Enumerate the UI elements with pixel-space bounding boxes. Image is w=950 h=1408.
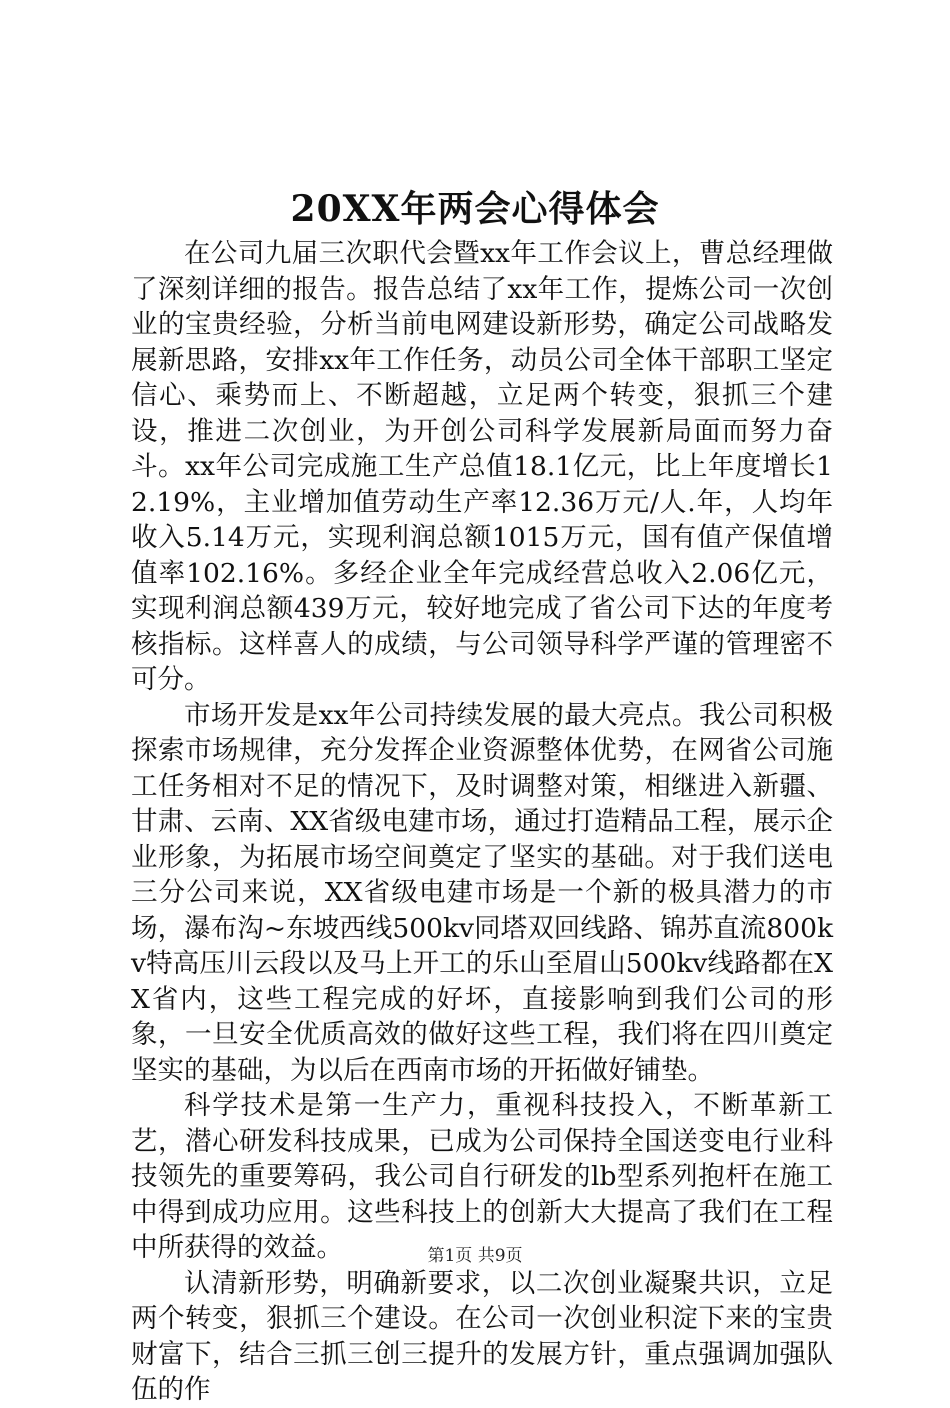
document-body	[131, 236, 833, 1408]
paragraph: 在公司九届三次职代会暨xx年工作会议上，曹总经理做了深刻详细的报告。报告总结了xx年工作，提炼公司一次创业的宝贵经验，分析当前电网建设新形势，确定公司战略发展新思路，安排xx年工作任务，动员公司全体干部职工坚定信心、乘势而上、不断超越，立足两个转变，狠抓三个建设，推进二次创业，为开创公司科学发展新局面而努力奋斗。xx年公司完成施工生产总值18.1亿元，比上年度增长12.19%，主业增加值劳动生产率12.36万元/人.年，人均年收入5.14万元，实现利润总额1015万元，国有值产保值增值率102.16%。多经企业全年完成经营总收入2.06亿元，实现利润总额439万元，较好地完成了省公司下达的年度考核指标。这样喜人的成绩，与公司领导科学严谨的管理密不可分。	[131, 238, 833, 695]
page-number-footer: 第1页 共9页	[427, 1246, 523, 1266]
document-title: 20XX年两会心得体会	[290, 188, 660, 230]
paragraph: 科学技术是第一生产力，重视科技投入，不断革新工艺，潜心研发科技成果，已成为公司保持全国送变电行业科技领先的重要筹码，我公司自行研发的lb型系列抱杆在施工中得到成功应用。这些科技上的创新大大提高了我们在工程中所获得的效益。	[131, 1090, 833, 1263]
paragraph: 认清新形势，明确新要求，以二次创业凝聚共识，立足两个转变，狠抓三个建设。在公司一次创业积淀下来的宝贵财富下，结合三抓三创三提升的发展方针，重点强调加强队伍的作	[131, 1267, 833, 1405]
paragraph: 市场开发是xx年公司持续发展的最大亮点。我公司积极探索市场规律，充分发挥企业资源整体优势，在网省公司施工任务相对不足的情况下，及时调整对策，相继进入新疆、甘肃、云南、XX省级电建市场，通过打造精品工程，展示企业形象，为拓展市场空间奠定了坚实的基础。对于我们送电三分公司来说，XX省级电建市场是一个新的极具潜力的市场，瀑布沟~东坡西线500kv同塔双回线路、锦苏直流800kv特高压川云段以及马上开工的乐山至眉山500kv线路都在XX省内，这些工程完成的好坏，直接影响到我们公司的形象，一旦安全优质高效的做好这些工程，我们将在四川奠定坚实的基础，为以后在西南市场的开拓做好铺垫。	[131, 699, 833, 1086]
